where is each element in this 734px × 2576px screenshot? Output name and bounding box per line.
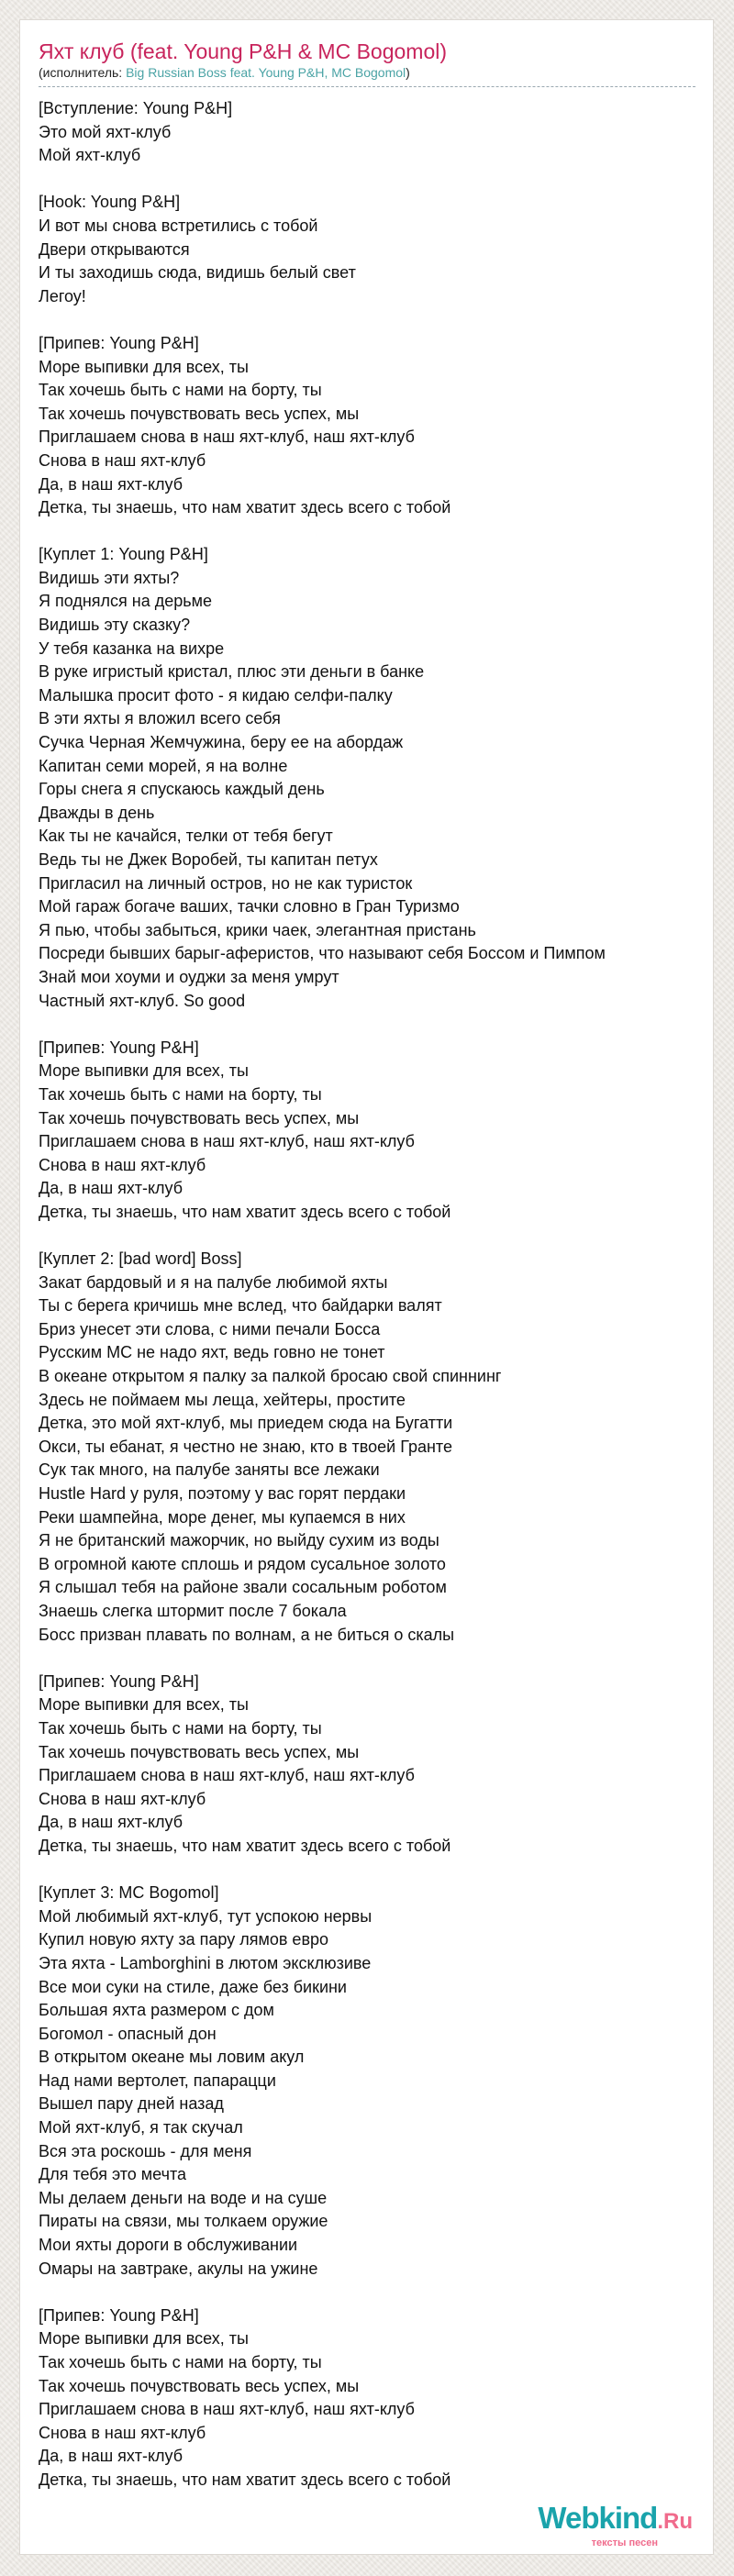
lyric-line: Море выпивки для всех, ты	[39, 2329, 249, 2348]
logo-wordmark	[538, 2501, 693, 2539]
artist-line	[39, 64, 695, 87]
lyric-line: Да, в наш яхт-клуб	[39, 474, 184, 494]
lyric-line: Для тебя это мечта	[39, 2165, 187, 2184]
lyrics-stanza	[39, 1248, 695, 1647]
lyric-line: Как ты не качайся, телки от тебя бегут	[39, 827, 333, 846]
song-header	[39, 39, 695, 87]
lyric-line: Вышел пару дней назад	[39, 2094, 224, 2114]
lyric-line: Детка, ты знаешь, что нам хватит здесь всего с тобой	[39, 498, 451, 517]
stanza-heading: [Припев: Young P&H]	[39, 333, 199, 352]
lyrics-stanza	[39, 1671, 695, 1859]
lyric-line: Так хочешь быть с нами на борту, ты	[39, 1084, 322, 1104]
lyric-line: Закат бардовый и я на палубе любимой яхты	[39, 1272, 388, 1292]
lyrics-stanza	[39, 1882, 695, 2281]
lyric-line: Купил новую яхту за пару лямов евро	[39, 1930, 329, 1949]
lyric-line: Все мои суки на стиле, даже без бикини	[39, 1977, 347, 1996]
lyric-line: Мой гараж богаче ваших, тачки словно в Гран Туризмо	[39, 897, 460, 916]
lyric-line: Приглашаем снова в наш яхт-клуб, наш яхт-клуб	[39, 427, 415, 447]
lyric-line: Так хочешь быть с нами на борту, ты	[39, 1718, 322, 1738]
lyric-line: Дважды в день	[39, 803, 155, 822]
lyrics-stanza	[39, 332, 695, 520]
lyric-line: Ты с берега кричишь мне вслед, что байдарки валят	[39, 1296, 442, 1316]
lyrics-stanza	[39, 97, 695, 168]
lyric-line: Двери открываются	[39, 239, 190, 259]
stanza-heading: [Куплет 3: MC Bogomol]	[39, 1883, 219, 1903]
lyric-line: Так хочешь почувствовать весь успех, мы	[39, 1108, 360, 1127]
lyric-line: Богомол - опасный дон	[39, 2024, 217, 2043]
lyric-line: В руке игристый кристал, плюс эти деньги в банке	[39, 662, 425, 682]
lyric-line: Да, в наш яхт-клуб	[39, 2447, 184, 2466]
lyric-line: Пираты на связи, мы толкаем оружие	[39, 2212, 328, 2231]
lyric-line: Окси, ты ебанат, я честно не знаю, кто в твоей Гранте	[39, 1437, 452, 1456]
lyrics-stanza	[39, 543, 695, 1013]
lyric-line: Русским MC не надо яхт, ведь говно не тонет	[39, 1343, 385, 1362]
lyric-line: Море выпивки для всех, ты	[39, 1695, 249, 1715]
stanza-heading: [Припев: Young P&H]	[39, 2305, 199, 2325]
lyric-line: Вся эта роскошь - для меня	[39, 2141, 252, 2160]
lyric-line: И вот мы снова встретились с тобой	[39, 216, 318, 235]
lyric-line: Снова в наш яхт-клуб	[39, 1155, 206, 1174]
lyric-line: Приглашаем снова в наш яхт-клуб, наш яхт-клуб	[39, 2400, 415, 2419]
lyric-line: Я не британский мажорчик, но выйду сухим из воды	[39, 1531, 439, 1550]
lyric-line: Детка, ты знаешь, что нам хватит здесь всего с тобой	[39, 1836, 451, 1855]
lyric-line: Реки шампейна, море денег, мы купаемся в них	[39, 1507, 406, 1527]
song-title: Яхт клуб (feat. Young P&H & MC Bogomol)	[39, 39, 448, 63]
lyric-line: Знаешь слегка штормит после 7 бокала	[39, 1602, 347, 1620]
logo-name: Webkind	[538, 2501, 658, 2535]
lyric-line: Приглашаем снова в наш яхт-клуб, наш яхт-клуб	[39, 1132, 415, 1151]
lyric-line: Мы делаем деньги на воде и на суше	[39, 2188, 328, 2207]
logo-tagline: тексты песен	[591, 2537, 658, 2548]
lyric-line: Это мой яхт-клуб	[39, 122, 172, 141]
lyric-line: В открытом океане мы ловим акул	[39, 2048, 305, 2067]
lyric-line: Да, в наш яхт-клуб	[39, 1179, 184, 1198]
lyric-line: Капитан семи морей, я на волне	[39, 756, 288, 775]
lyric-line: Сук так много, на палубе заняты все лежаки	[39, 1460, 380, 1480]
lyrics-panel	[19, 19, 714, 2555]
lyric-line: Мои яхты дороги в обслуживании	[39, 2236, 298, 2255]
lyric-line: Видишь эту сказку?	[39, 616, 191, 635]
lyric-line: Большая яхта размером с дом	[39, 2001, 274, 2020]
lyric-line: Здесь не поймаем мы леща, хейтеры, простите	[39, 1390, 406, 1409]
lyric-line: Так хочешь быть с нами на борту, ты	[39, 381, 322, 400]
lyric-line: Омары на завтраке, акулы на ужине	[39, 2259, 318, 2278]
lyric-line: Приглашаем снова в наш яхт-клуб, наш яхт-клуб	[39, 1766, 415, 1785]
lyric-line: Детка, это мой яхт-клуб, мы приедем сюда на Бугатти	[39, 1414, 453, 1433]
lyric-line: Мой яхт-клуб	[39, 146, 141, 165]
stanza-heading: [Припев: Young P&H]	[39, 1038, 199, 1057]
stanza-heading: [Куплет 1: Young P&H]	[39, 545, 208, 564]
lyric-line: Знай мои хоуми и оуджи за меня умрут	[39, 967, 339, 986]
lyric-line: Частный яхт-клуб. So good	[39, 991, 246, 1010]
stanza-heading: [Припев: Young P&H]	[39, 1671, 199, 1691]
lyric-line: Легоу!	[39, 286, 86, 305]
stanza-heading: [Куплет 2: [bad word] Boss]	[39, 1249, 242, 1269]
stanza-heading: [Вступление: Young P&H]	[39, 99, 233, 117]
lyrics-body	[39, 97, 695, 2493]
lyric-line: Босс призван плавать по волнам, а не биться о скалы	[39, 1625, 455, 1644]
lyric-line: У тебя казанка на вихре	[39, 638, 225, 658]
lyric-line: Так хочешь почувствовать весь успех, мы	[39, 404, 360, 423]
webkind-logo[interactable]	[540, 2501, 696, 2552]
lyric-line: Я поднялся на дерьме	[39, 592, 213, 611]
lyric-line: Да, в наш яхт-клуб	[39, 1813, 184, 1832]
lyric-line: Ведь ты не Джек Воробей, ты капитан петух	[39, 850, 378, 869]
lyric-line: Пригласил на личный остров, но не как туристок	[39, 873, 413, 893]
lyric-line: Снова в наш яхт-клуб	[39, 2423, 206, 2442]
artist-suffix: )	[406, 65, 410, 80]
lyric-line: Так хочешь быть с нами на борту, ты	[39, 2353, 322, 2371]
lyric-line: Снова в наш яхт-клуб	[39, 450, 206, 470]
lyric-line: Эта яхта - Lamborghini в лютом эксклюзиве	[39, 1953, 372, 1972]
lyric-line: Горы снега я спускаюсь каждый день	[39, 780, 325, 799]
lyric-line: Малышка просит фото - я кидаю селфи-палку	[39, 685, 393, 705]
lyric-line: Hustle Hard у руля, поэтому у вас горят пердаки	[39, 1484, 406, 1504]
lyric-line: И ты заходишь сюда, видишь белый свет	[39, 263, 356, 283]
lyrics-stanza	[39, 191, 695, 308]
lyric-line: В эти яхты я вложил всего себя	[39, 709, 281, 728]
lyric-line: Мой любимый яхт-клуб, тут успокою нервы	[39, 1906, 373, 1926]
lyric-line: Море выпивки для всех, ты	[39, 1061, 249, 1081]
lyric-line: Детка, ты знаешь, что нам хватит здесь всего с тобой	[39, 2470, 451, 2489]
lyric-line: Мой яхт-клуб, я так скучал	[39, 2118, 243, 2137]
lyric-line: Детка, ты знаешь, что нам хватит здесь всего с тобой	[39, 1202, 451, 1221]
lyric-line: Бриз унесет эти слова, с ними печали Босса	[39, 1319, 381, 1338]
lyric-line: Посреди бывших барыг-аферистов, что называют себя Боссом и Пимпом	[39, 944, 606, 963]
lyric-line: Так хочешь почувствовать весь успех, мы	[39, 1742, 360, 1761]
stanza-heading: [Hook: Young P&H]	[39, 193, 181, 212]
lyric-line: В океане открытом я палку за палкой бросаю свой спиннинг	[39, 1367, 502, 1386]
lyric-line: Над нами вертолет, папарацци	[39, 2071, 276, 2090]
lyrics-stanza	[39, 1037, 695, 1225]
lyric-line: Снова в наш яхт-клуб	[39, 1789, 206, 1808]
logo-tld: .Ru	[657, 2509, 693, 2534]
lyric-line: Я слышал тебя на районе звали сосальным роботом	[39, 1578, 447, 1597]
lyric-line: Я пью, чтобы забыться, крики чаек, элегантная пристань	[39, 920, 476, 939]
lyrics-stanza	[39, 2304, 695, 2493]
lyric-line: Море выпивки для всех, ты	[39, 357, 249, 376]
artist-prefix: (исполнитель:	[39, 65, 127, 80]
lyric-line: Сучка Черная Жемчужина, беру ее на абордаж	[39, 733, 404, 752]
lyric-line: В огромной каюте сплошь и рядом сусальное золото	[39, 1554, 446, 1573]
artist-link[interactable]: Big Russian Boss feat. Young P&H, MC Bogomol	[126, 65, 406, 80]
lyric-line: Так хочешь почувствовать весь успех, мы	[39, 2376, 360, 2395]
lyric-line: Видишь эти яхты?	[39, 568, 180, 587]
